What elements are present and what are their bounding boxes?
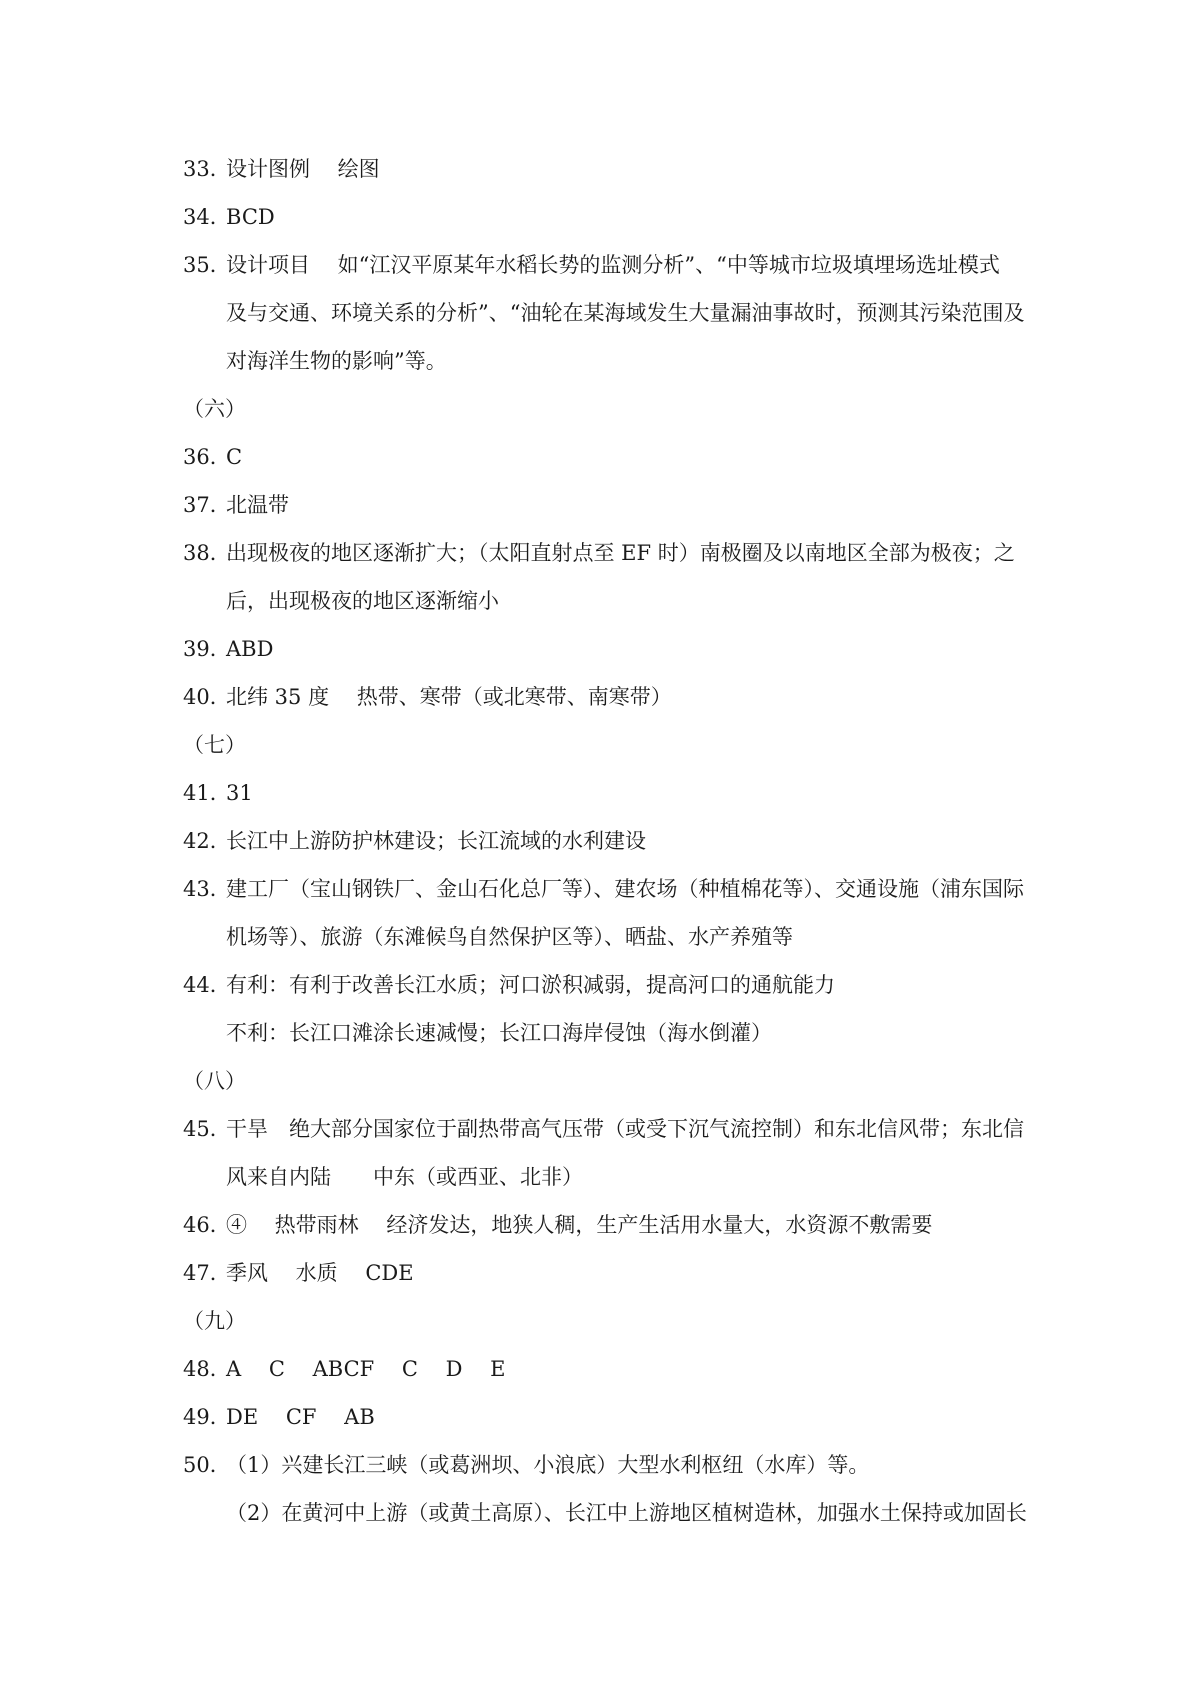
item-number: 34． bbox=[183, 205, 231, 229]
answer-text: ④ 热带雨林 经济发达，地狭人稠，生产生活用水量大，水资源不敷需要 bbox=[226, 1213, 933, 1237]
item-number: 40． bbox=[183, 685, 231, 709]
answer-text: （1）兴建长江三峡（或葛洲坝、小浪底）大型水利枢纽（水库）等。 bbox=[226, 1453, 870, 1477]
item-number: 45． bbox=[183, 1117, 231, 1141]
answer-line-36 bbox=[0, 433, 1200, 481]
answer-text-continued: 风来自内陆 中东（或西亚、北非） bbox=[226, 1165, 583, 1189]
answer-text-continued: 对海洋生物的影响”等。 bbox=[226, 349, 447, 373]
item-number: 39． bbox=[183, 637, 231, 661]
item-number: 37． bbox=[183, 493, 231, 517]
answer-text: 出现极夜的地区逐渐扩大；（太阳直射点至 EF 时）南极圈及以南地区全部为极夜；之 bbox=[226, 541, 1015, 565]
answer-line-48 bbox=[0, 1345, 1200, 1393]
answer-text: 季风 水质 CDE bbox=[226, 1261, 414, 1285]
answer-text: C bbox=[226, 445, 243, 469]
answer-line-38 bbox=[0, 529, 1200, 577]
answer-line-35-cont-1 bbox=[0, 289, 1200, 337]
answer-text: 设计图例 绘图 bbox=[226, 157, 380, 181]
section-label: （七） bbox=[183, 733, 246, 757]
answer-line-44 bbox=[0, 961, 1200, 1009]
answer-text-continued: 机场等）、旅游（东滩候鸟自然保护区等）、晒盐、水产养殖等 bbox=[226, 925, 793, 949]
answer-line-49 bbox=[0, 1393, 1200, 1441]
answer-text-continued: （2）在黄河中上游（或黄土高原）、长江中上游地区植树造林，加强水土保持或加固长 bbox=[226, 1501, 1027, 1525]
answer-text: 31 bbox=[226, 781, 253, 805]
item-number: 47． bbox=[183, 1261, 231, 1285]
answer-text: ABD bbox=[226, 637, 274, 661]
answer-text-continued: 及与交通、环境关系的分析”、“油轮在某海域发生大量漏油事故时，预测其污染范围及 bbox=[226, 301, 1025, 325]
section-label: （六） bbox=[183, 397, 246, 421]
section-heading-9 bbox=[0, 1297, 1200, 1345]
answer-text: A C ABCF C D E bbox=[226, 1357, 506, 1381]
answer-text-continued: 不利：长江口滩涂长速减慢；长江口海岸侵蚀（海水倒灌） bbox=[226, 1021, 772, 1045]
item-number: 35． bbox=[183, 253, 231, 277]
answer-line-46 bbox=[0, 1201, 1200, 1249]
answer-line-39 bbox=[0, 625, 1200, 673]
answer-line-41 bbox=[0, 769, 1200, 817]
answer-line-34 bbox=[0, 193, 1200, 241]
item-number: 43． bbox=[183, 877, 231, 901]
answer-text: 长江中上游防护林建设；长江流域的水利建设 bbox=[226, 829, 646, 853]
answer-text: 设计项目 如“江汉平原某年水稻长势的监测分析”、“中等城市垃圾填埋场选址模式 bbox=[226, 253, 1000, 277]
answer-text: 北温带 bbox=[226, 493, 289, 517]
section-heading-7 bbox=[0, 721, 1200, 769]
answer-line-42 bbox=[0, 817, 1200, 865]
answer-line-40 bbox=[0, 673, 1200, 721]
answer-line-50-cont bbox=[0, 1489, 1200, 1537]
answer-line-47 bbox=[0, 1249, 1200, 1297]
item-number: 48． bbox=[183, 1357, 231, 1381]
answer-line-45 bbox=[0, 1105, 1200, 1153]
section-label: （八） bbox=[183, 1069, 246, 1093]
answer-line-37 bbox=[0, 481, 1200, 529]
item-number: 41． bbox=[183, 781, 231, 805]
section-heading-6 bbox=[0, 385, 1200, 433]
item-number: 38． bbox=[183, 541, 231, 565]
answer-line-45-cont bbox=[0, 1153, 1200, 1201]
answer-line-38-cont bbox=[0, 577, 1200, 625]
item-number: 46． bbox=[183, 1213, 231, 1237]
item-number: 50． bbox=[183, 1453, 231, 1477]
answer-text: 建工厂（宝山钢铁厂、金山石化总厂等）、建农场（种植棉花等）、交通设施（浦东国际 bbox=[226, 877, 1024, 901]
section-label: （九） bbox=[183, 1309, 246, 1333]
answer-text-continued: 后，出现极夜的地区逐渐缩小 bbox=[226, 589, 499, 613]
answer-text: 有利：有利于改善长江水质；河口淤积减弱，提高河口的通航能力 bbox=[226, 973, 835, 997]
answer-line-35 bbox=[0, 241, 1200, 289]
item-number: 44． bbox=[183, 973, 231, 997]
answer-line-33 bbox=[0, 145, 1200, 193]
item-number: 36． bbox=[183, 445, 231, 469]
item-number: 42． bbox=[183, 829, 231, 853]
answer-line-44-cont bbox=[0, 1009, 1200, 1057]
answer-line-35-cont-2 bbox=[0, 337, 1200, 385]
answer-text: 干旱 绝大部分国家位于副热带高气压带（或受下沉气流控制）和东北信风带；东北信 bbox=[226, 1117, 1024, 1141]
answer-line-50 bbox=[0, 1441, 1200, 1489]
answer-text: DE CF AB bbox=[226, 1405, 375, 1429]
answer-text: BCD bbox=[226, 205, 275, 229]
answer-text: 北纬 35 度 热带、寒带（或北寒带、南寒带） bbox=[226, 685, 672, 709]
section-heading-8 bbox=[0, 1057, 1200, 1105]
answer-line-43-cont bbox=[0, 913, 1200, 961]
item-number: 49． bbox=[183, 1405, 231, 1429]
item-number: 33． bbox=[183, 157, 231, 181]
answer-line-43 bbox=[0, 865, 1200, 913]
